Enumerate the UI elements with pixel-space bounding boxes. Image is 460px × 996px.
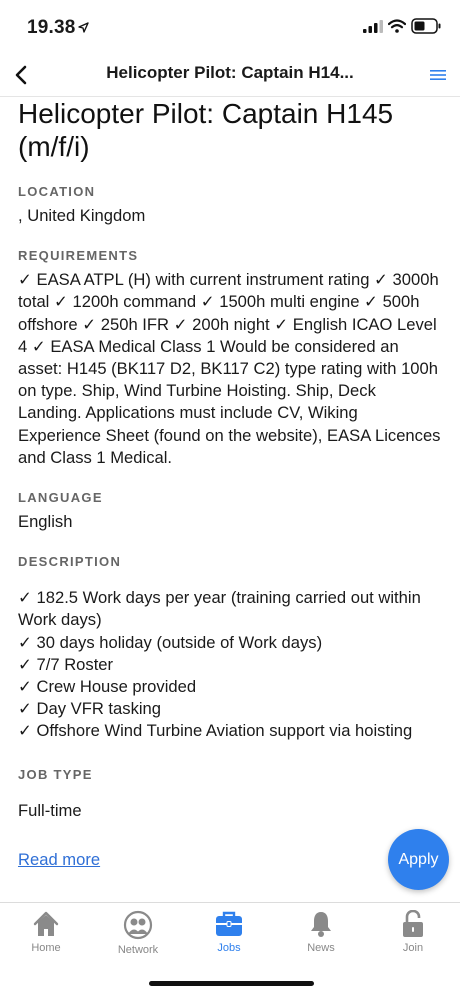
read-more-link[interactable]: Read more [18,849,101,869]
tab-network[interactable] [103,910,173,966]
home-icon [32,910,60,938]
description-line: ✓ Day VFR tasking [18,699,162,719]
tab-home-label: Home [31,942,61,954]
lock-icon [401,910,425,938]
description-line: ✓ 7/7 Roster [18,654,114,674]
requirements-text: ✓ EASA ATPL (H) with current instrument rating ✓ 3000h total ✓ 1200h command ✓ 1500h multi engine ✓ 500h offshore ✓ 250h IFR ✓ 200h night ✓ English ICAO Level 4 ✓ EASA Medical Class 1 Would be considered an asset: H145 (BK117 D2, BK117 C2) type rating with 100h on type. Ship, Wind Turbine Hoisting. Ship, Deck Landing. Applications must include CV, Wiking Experience Sheet (found on the website), EASA Licences and Class 1 Medical. [18,270,441,467]
tab-home[interactable] [11,910,81,966]
requirements-label: REQUIREMENTS [18,248,139,264]
tab-news-label: News [307,942,335,954]
tab-join[interactable] [378,910,448,966]
description-line: ✓ 30 days holiday (outside of Work days) [18,632,323,652]
language-label: LANGUAGE [18,490,103,506]
bell-icon [308,910,334,938]
apply-button[interactable]: Apply [388,829,449,890]
job-title: Helicopter Pilot: Captain H145 (m/f/i) [18,98,394,162]
nav-title: Helicopter Pilot: Captain H14... [106,63,354,82]
location-value: , United Kingdom [18,206,146,225]
description-line: ✓ Offshore Wind Turbine Aviation support via hoisting [18,721,413,741]
tab-jobs-label: Jobs [217,942,241,954]
language-value: English [18,512,73,532]
location-label: LOCATION [18,184,96,199]
wifi-icon [388,19,406,33]
tab-join-label: Join [402,942,424,954]
nav-bar [0,52,460,97]
battery-icon [411,18,441,34]
status-time: 19.38 [27,17,76,38]
description-line: ✓ Crew House provided [18,677,197,697]
back-button[interactable] [8,62,34,88]
home-indicator [149,981,314,986]
description-label: DESCRIPTION [18,554,122,570]
job-detail-content[interactable] [0,97,460,902]
job-type-value: Full-time [18,800,82,820]
description-line: ✓ 182.5 Work days per year (training carried out within Work days) [18,588,421,630]
tab-network-label: Network [117,944,159,956]
signal-icon [363,20,383,33]
description-list [18,587,442,742]
tab-jobs[interactable] [194,910,264,966]
chevron-left-icon [14,65,28,85]
tab-news[interactable] [286,910,356,966]
job-type-label: JOB TYPE [18,766,93,782]
status-bar [0,0,460,52]
menu-icon[interactable] [430,68,446,82]
network-icon [123,910,153,940]
briefcase-icon [214,910,244,938]
location-arrow-icon [78,22,89,33]
